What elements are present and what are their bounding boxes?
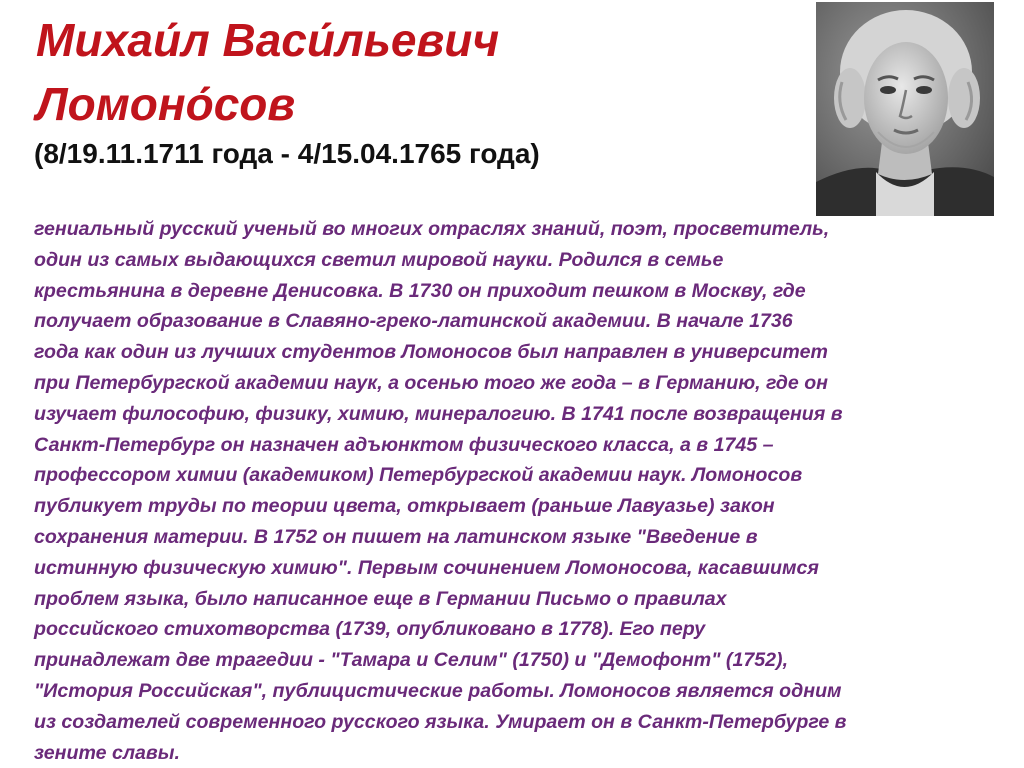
biography-line: проблем языка, было написанное еще в Германии Письмо о правилах xyxy=(34,587,727,610)
biography-line: российского стихотворства (1739, опубликовано в 1778). Его перу xyxy=(34,618,706,641)
biography-line: Санкт-Петербург он назначен адъюнктом физического класса, а в 1745 – xyxy=(34,433,774,456)
biography-line: получает образование в Славяно-греко-латинской академии. В начале 1736 xyxy=(34,310,793,333)
biography-line: один из самых выдающихся светил мировой науки. Родился в семье xyxy=(34,248,724,271)
biography-line: истинную физическую химию". Первым сочинением Ломоносова, касавшимся xyxy=(34,556,819,579)
biography-line: зените славы. xyxy=(34,741,180,764)
biography-line: принадлежат две трагедии - "Тамара и Селим" (1750) и "Демофонт" (1752), xyxy=(34,649,789,672)
biography-line: из создателей современного русского языка. Умирает он в Санкт-Петербурге в xyxy=(34,710,847,733)
biography-line: публикует труды по теории цвета, открывает (раньше Лавуазье) закон xyxy=(34,495,775,518)
biography-line: гениальный русский ученый во многих отраслях знаний, поэт, просветитель, xyxy=(34,218,830,240)
biography-line: изучает философию, физику, химию, минералогию. В 1741 после возвращения в xyxy=(34,402,843,425)
biography-line: при Петербургской академии наук, а осенью того же года – в Германию, где он xyxy=(34,371,828,394)
page-title xyxy=(36,8,796,136)
biography-text xyxy=(34,214,964,768)
title-line-1: Михаи́л Васи́льевич xyxy=(36,14,500,66)
biography-line: года как один из лучших студентов Ломоносов был направлен в университет xyxy=(34,341,828,364)
biography-line: профессором химии (академиком) Петербургской академии наук. Ломоносов xyxy=(34,464,803,487)
title-line-2: Ломоно́сов xyxy=(36,78,296,130)
biography-line: крестьянина в деревне Денисовка. В 1730 он приходит пешком в Москву, где xyxy=(34,279,806,302)
portrait-photo-icon xyxy=(816,2,994,216)
life-dates: (8/19.11.1711 года - 4/15.04.1765 года) xyxy=(34,138,540,169)
portrait-illustration xyxy=(816,2,994,216)
biography-line: "История Российская", публицистические работы. Ломоносов является одним xyxy=(34,679,842,702)
biography-line: сохранения материи. В 1752 он пишет на латинском языке "Введение в xyxy=(34,525,758,548)
